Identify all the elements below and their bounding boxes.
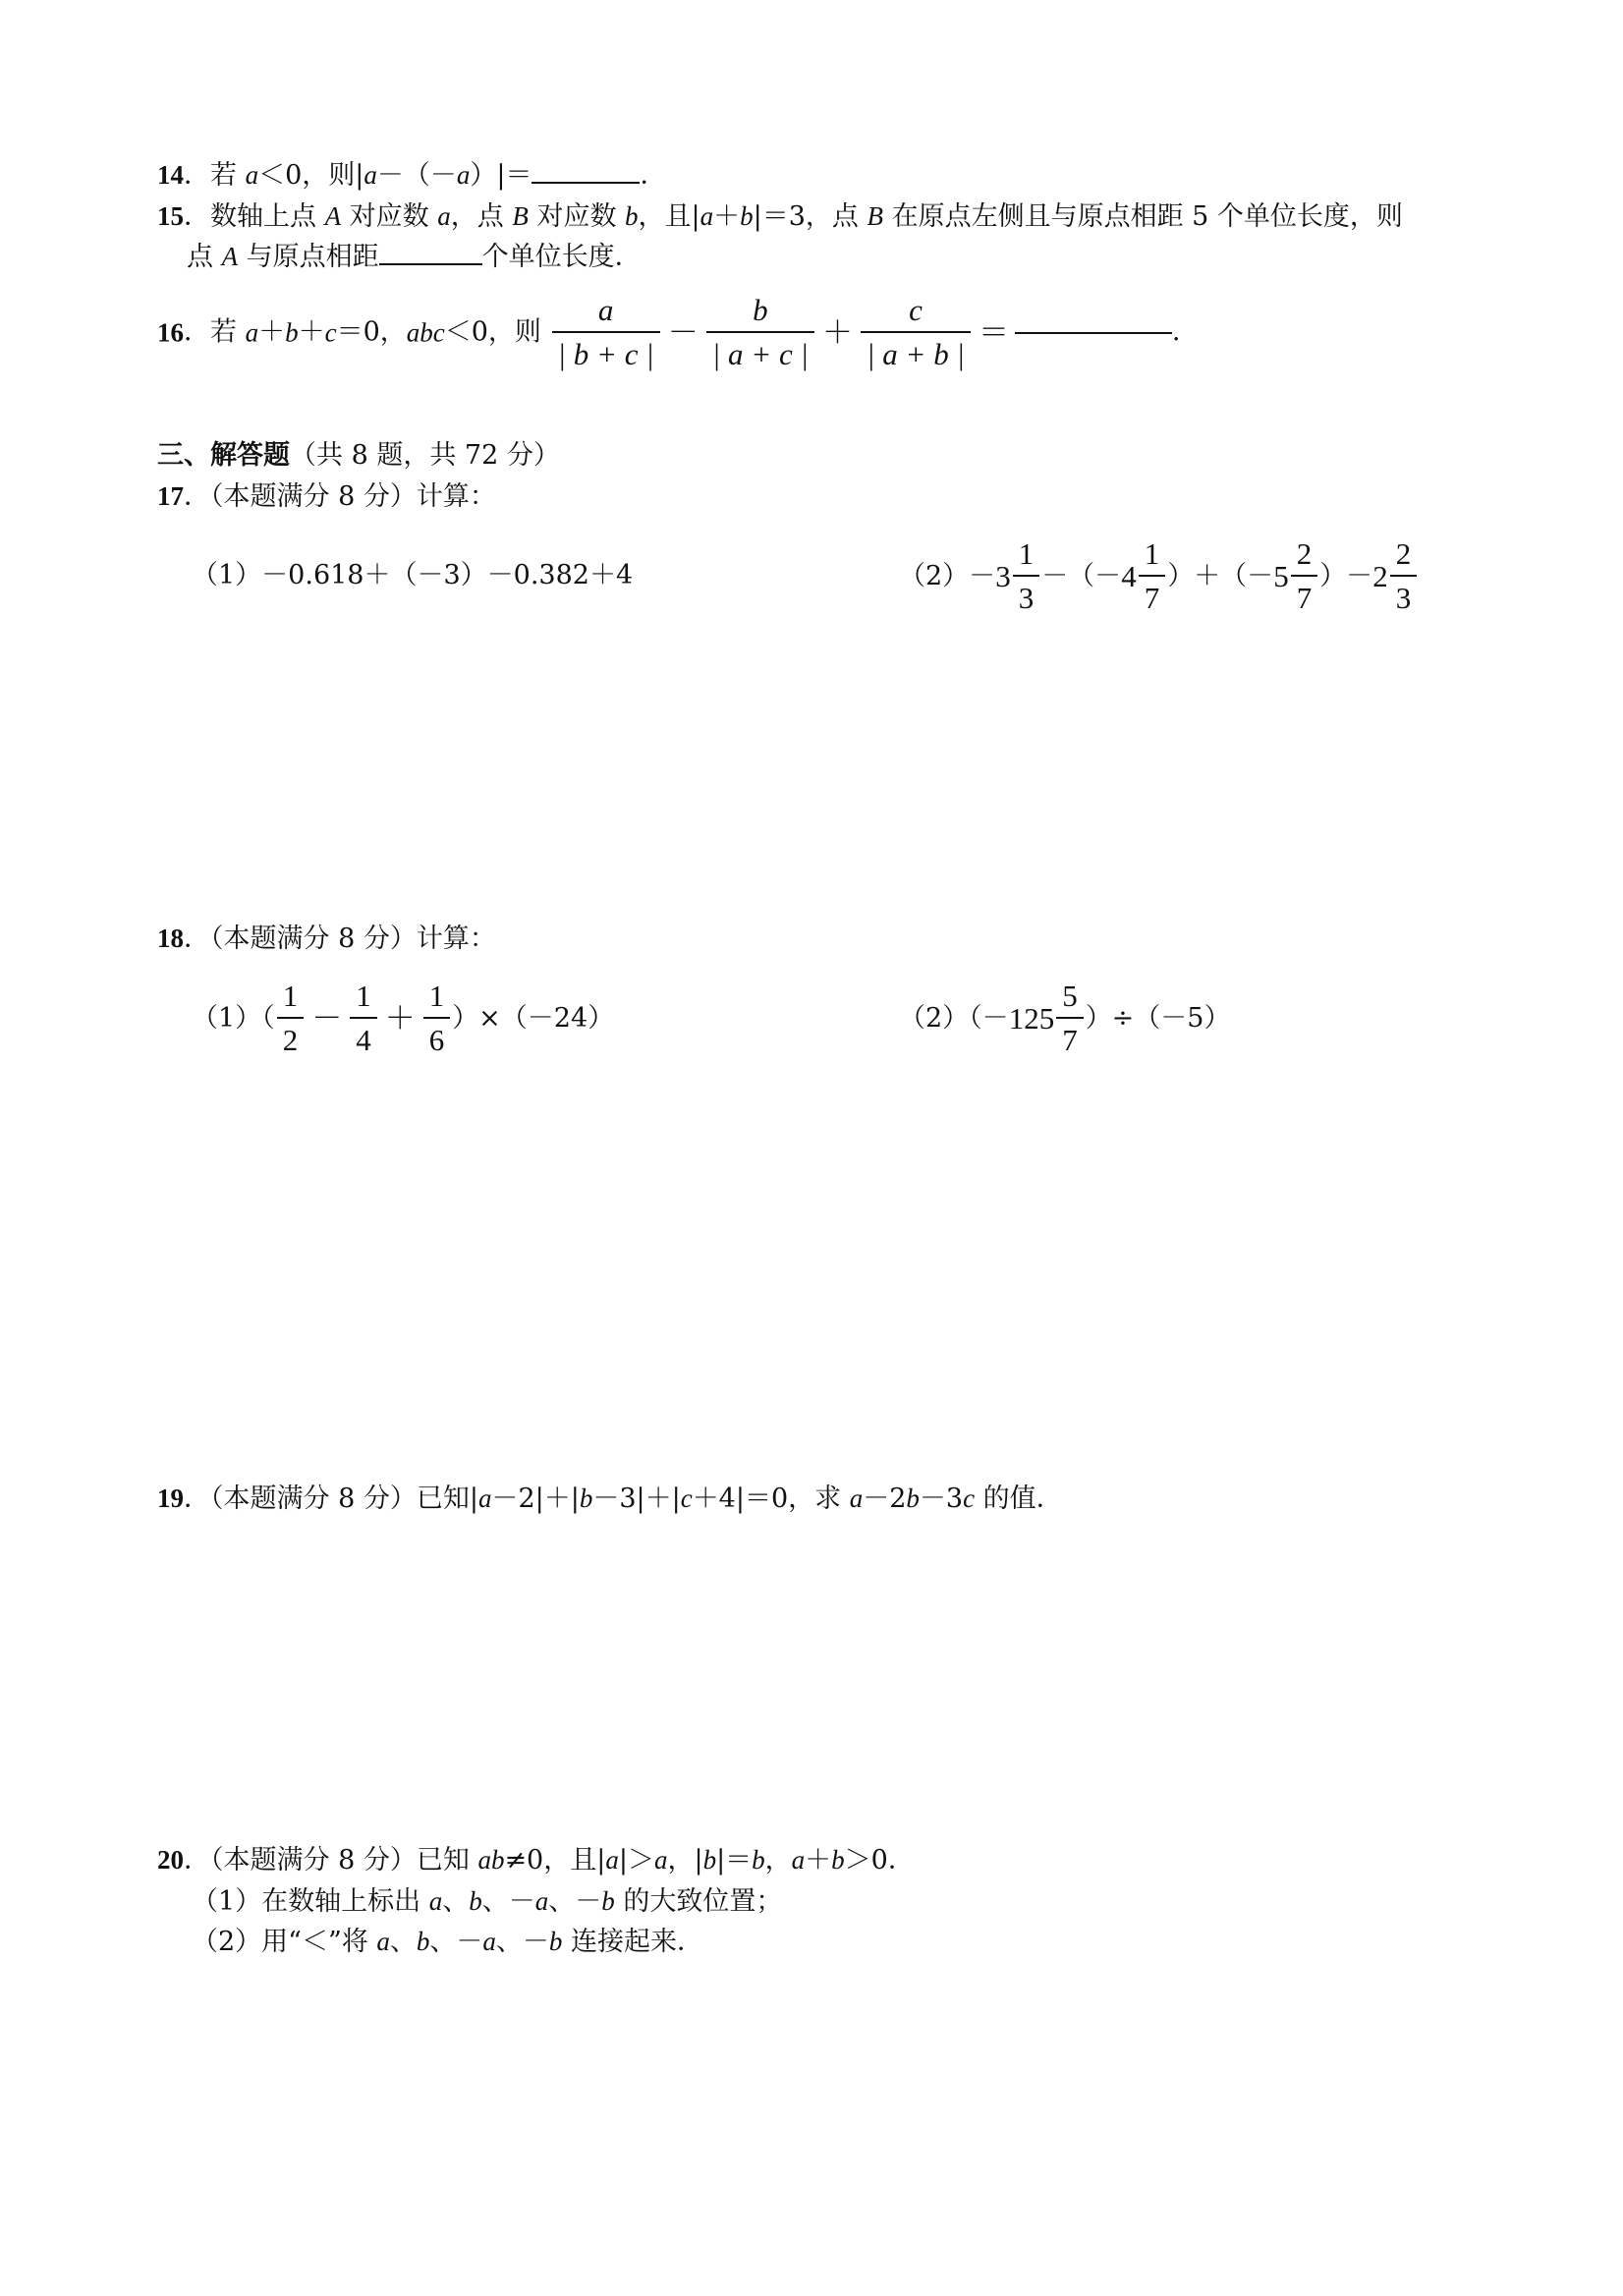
question-19: 19．（本题满分 8 分）已知|a－2|＋|b－3|＋|c＋4|＝0，求 a－2b－3c 的值． xyxy=(157,1484,1063,1514)
fraction: $\frac{1}{2}$ xyxy=(277,980,305,1056)
fraction-b-over-abs-a-plus-c: $\frac{b}{| a + c |}$ xyxy=(706,295,814,370)
answer-blank[interactable] xyxy=(532,181,640,184)
question-number: 14 xyxy=(157,160,184,190)
question-number: 18 xyxy=(157,924,184,953)
question-number: 15 xyxy=(157,201,184,231)
question-20: 20．（本题满分 8 分）已知 ab≠0，且|a|＞a，|b|＝b，a＋b＞0． xyxy=(157,1845,915,1876)
fraction: $\frac{2}{3}$ xyxy=(1390,538,1418,614)
fraction: $\frac{1}{6}$ xyxy=(423,980,451,1056)
question-15: 15．数轴上点 A 对应数 a，点 B 对应数 b，且|a＋b|＝3，点 B 在原点左侧且与原点相距 5 个单位长度，则 xyxy=(157,201,1403,232)
question-17-part-2: （2）－3 $\frac{1}{3}$ －（－4 $\frac{1}{7}$ ）＋（－5 $\frac{2}{7}$ ）－2 $\frac{2}{3}$ xyxy=(899,538,1419,614)
question-number: 17 xyxy=(157,481,184,511)
fraction: $\frac{1}{7}$ xyxy=(1139,538,1166,614)
question-number: 16 xyxy=(157,317,184,348)
fraction: $\frac{1}{3}$ xyxy=(1013,538,1040,614)
fraction: $\frac{2}{7}$ xyxy=(1291,538,1318,614)
fraction: $\frac{5}{7}$ xyxy=(1056,980,1084,1056)
question-20-part-2: （2）用“＜”将 a、b、－a、－b 连接起来． xyxy=(192,1927,703,1957)
section-title: 三、解答题 xyxy=(157,440,290,471)
question-number: 19 xyxy=(157,1484,184,1513)
question-16: 16．若 a＋b＋c＝0，abc＜0，则 $\frac{a}{| b + c |}$ － $\frac{b}{| a + c |}$ ＋ $\frac{c}{| a + b |}$ ＝ ． xyxy=(157,293,1199,371)
question-15-line-2: 点 A 与原点相距 个单位长度． xyxy=(187,242,642,272)
question-18-part-1: （1）（ $\frac{1}{2}$ － $\frac{1}{4}$ ＋ $\frac{1}{6}$ ）×（－24） xyxy=(192,979,615,1057)
question-17: 17．（本题满分 8 分）计算： xyxy=(157,481,496,512)
answer-blank[interactable] xyxy=(1015,331,1172,334)
section-note: （共 8 题，共 72 分） xyxy=(290,440,560,471)
fraction-a-over-abs-b-plus-c: $\frac{a}{| b + c |}$ xyxy=(552,295,660,370)
question-17-part-1: （1）－0.618＋（－3）－0.382＋4 xyxy=(192,560,634,590)
question-18-part-2: （2）（－125 $\frac{5}{7}$ ）÷（－5） xyxy=(899,979,1231,1057)
answer-blank[interactable] xyxy=(379,262,482,265)
question-18: 18．（本题满分 8 分）计算： xyxy=(157,924,496,954)
fraction: $\frac{1}{4}$ xyxy=(350,980,377,1056)
question-number: 20 xyxy=(157,1845,184,1875)
section-3-heading xyxy=(157,442,560,469)
question-14: 14．若 a＜0，则|a－（－a）|＝ ． xyxy=(157,160,667,191)
question-20-part-1: （1）在数轴上标出 a、b、－a、－b 的大致位置； xyxy=(192,1886,783,1917)
fraction-c-over-abs-a-plus-b: $\frac{c}{| a + b |}$ xyxy=(861,295,971,370)
